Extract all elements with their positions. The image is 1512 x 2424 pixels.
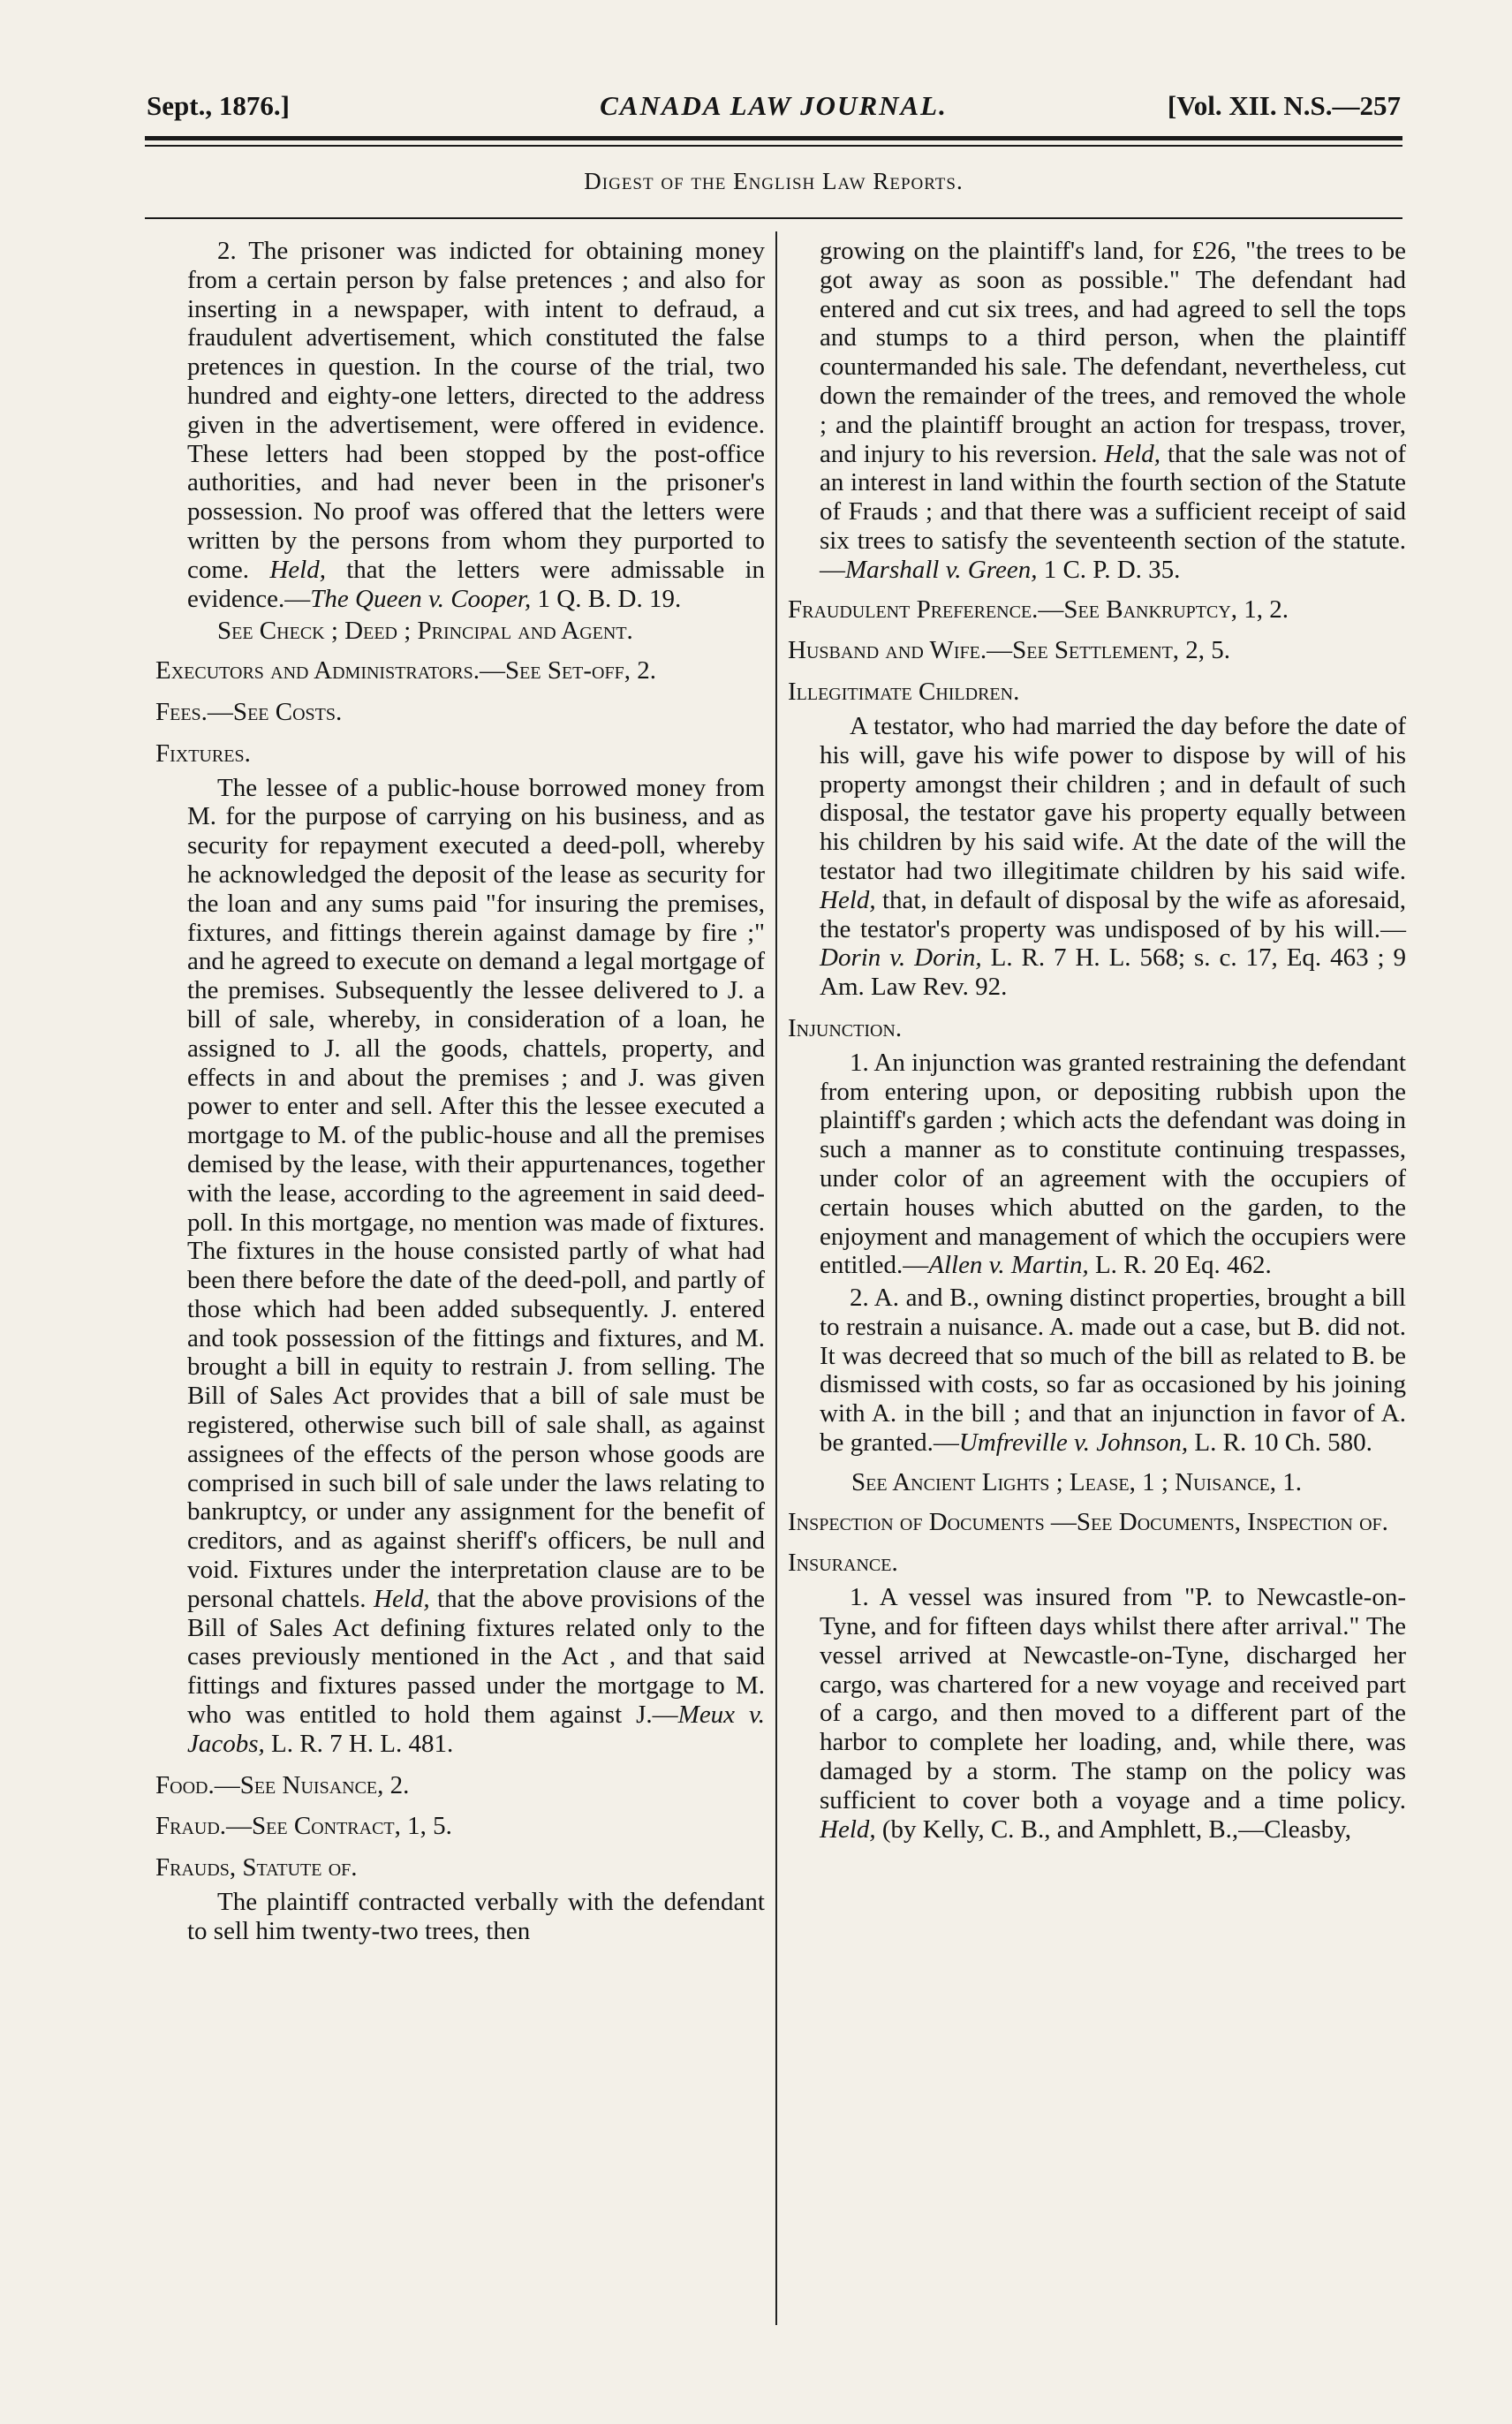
- fixtures-entry: The lessee of a public-house borrowed money from M. for the purpose of carrying on his business, and as security for repayment executed a deed-poll, whereby he acknowledged the deposit of the lease as security for the loan and any sums paid "for insuring the premises, fixtures, and fittings therein against damage by fire ;" and he agreed to execute on demand a legal mortgage of the premises. Subsequently the lessee delivered to J. a bill of sale, whereby, in consideration of a loan, he assigned to J. all the goods, chattels, property, and effects in and about the premises ; and J. was given power to enter and sell. After this the lessee executed a mortgage to M. of the public-house and all the premises demised by the lease, with their appurtenances, together with the lease, according to the agreement in said deed-poll. In this mortgage, no mention was made of fixtures. The fixtures in the house consisted partly of what had been there before the date of the deed-poll, and partly of those which had been added subsequently. J. entered and took possession of the fittings and fixtures, and M. brought a bill in equity to restrain J. from selling. The Bill of Sales Act provides that a bill of sale must be registered, otherwise such bill of sale shall, as against assignees of the effects of the person whose goods are comprised in such bill of sale under the laws relating to bankruptcy, or under any assignment for the benefit of creditors, and as against sheriff's officers, be null and void. Fixtures under the interpretation clause are to be personal chattels. Held, that the above provisions of the Bill of Sales Act defining fixtures related only to the cases previously mentioned in the Act , and that said fittings and fixtures passed under the mortgage to M. who was entitled to hold them against J.—Meux v. Jacobs, L. R. 7 H. L. 481.: [187, 773, 766, 1758]
- heading-frauds-statute: Frauds, Statute of.: [155, 1853, 358, 1882]
- running-header: [147, 90, 1401, 134]
- column-divider: [775, 231, 777, 2325]
- heading-illegitimate-children: Illegitimate Children.: [788, 678, 1020, 707]
- header-rule-thin: [145, 145, 1402, 147]
- left-column: [155, 237, 765, 1950]
- entry-husband-wife: Husband and Wife.—See Settlement, 2, 5.: [788, 636, 1231, 665]
- insurance-entry-1: 1. A vessel was insured from "P. to Newcastle-on-Tyne, and for fifteen days whilst there after arrival." The vessel arrived at Newcastle-on-Tyne, discharged her cargo, was chartered for a new voyage and received part of a cargo, and then moved to a different part of the harbor to complete her loading, and, while there, was damaged by a storm. The stamp on the policy was sufficient to cover both a voyage and a time policy. Held, (by Kelly, C. B., and Amphlett, B.,—Cleasby,: [820, 1583, 1406, 1844]
- header-rule-thick: [145, 136, 1402, 140]
- volume-page-number: [Vol. XII. N.S.—257: [1167, 90, 1401, 121]
- heading-fixtures: Fixtures.: [155, 739, 251, 768]
- injunction-entry-2: 2. A. and B., owning distinct properties, brought a bill to restrain a nuisance. A. made out a case, but B. did not. It was decreed that so much of the bill as related to B. be dismissed with costs, so far as occasioned by his joining with A. in the bill ; and that an injunction in favor of A. be granted.—Umfreville v. Johnson, L. R. 10 Ch. 580.: [820, 1284, 1406, 1458]
- frauds-entry-continued: growing on the plaintiff's land, for £26, "the trees to be got away as soon as possible." The defendant had entered and cut six trees, and had agreed to sell the tops and stumps to a third person, when the plaintiff countermanded his sale. The defendant, nevertheless, cut down the remainder of the trees, and removed the whole ; and the plaintiff brought an action for trespass, trover, and injury to his reversion. Held, that the sale was not of an interest in land within the fourth section of the Statute of Frauds ; and that there was a sufficient receipt of said six trees to satisfy the seventeenth section of the statute.—Marshall v. Green, 1 C. P. D. 35.: [820, 237, 1407, 584]
- right-column: [788, 237, 1406, 1847]
- entry-fraud: Fraud.—See Contract, 1, 5.: [155, 1812, 452, 1841]
- heading-insurance: Insurance.: [788, 1549, 898, 1578]
- frauds-entry-start: The plaintiff contracted verbally with the defendant to sell him twenty-two trees, then: [187, 1888, 765, 1945]
- entry-executors: Executors and Administrators.—See Set-off, 2.: [155, 656, 656, 686]
- illegitimate-children-entry: A testator, who had married the day before the date of his will, gave his wife power to dispose by will of his property amongst their children ; and in default of such disposal, the testator gave his property equally between his children by his said wife. At the date of the will the testator had two illegitimate children by his said wife. Held, that, in default of disposal by the wife as aforesaid, the testator's property was undisposed of by his will.—Dorin v. Dorin, L. R. 7 H. L. 568; s. c. 17, Eq. 463 ; 9 Am. Law Rev. 92.: [820, 711, 1407, 1002]
- section-rule: [145, 217, 1402, 219]
- heading-injunction: Injunction.: [788, 1013, 903, 1042]
- entry-food: Food.—See Nuisance, 2.: [155, 1770, 410, 1799]
- journal-title: CANADA LAW JOURNAL.: [600, 90, 948, 121]
- cross-reference: See Check ; Deed ; Principal and Agent.: [217, 617, 633, 646]
- entry-fraudulent-preference: Fraudulent Preference.—See Bankruptcy, 1, 2.: [788, 595, 1289, 624]
- section-title: Digest of the English Law Reports.: [584, 168, 964, 194]
- entry-fees: Fees.—See Costs.: [155, 697, 343, 726]
- false-pretences-entry: 2. The prisoner was indicted for obtaining money from a certain person by false pretences ; and also for inserting in a newspaper, with intent to defraud, a fraudulent advertisement, which constituted the false pretences in question. In the course of the trial, two hundred and eighty-one letters, directed to the address given in the advertisement, were offered in evidence. These letters had been stopped by the post-office authorities, and had never been in the prisoner's possession. No proof was offered that the letters were written by the persons from whom they purported to come. Held, that the letters were admissable in evidence.—The Queen v. Cooper, 1 Q. B. D. 19.: [187, 237, 766, 613]
- entry-inspection-documents: Inspection of Documents —See Documents, Inspection of.: [788, 1507, 1388, 1536]
- cross-reference-injunction: See Ancient Lights ; Lease, 1 ; Nuisance, 1.: [851, 1467, 1303, 1496]
- injunction-entry-1: 1. An injunction was granted restraining the defendant from entering upon, or depositing rubbish upon the plaintiff's garden ; which acts the defendant was doing in such a manner as to constitute continuing trespasses, under color of an agreement with the occupiers of certain houses which abutted on the garden, to the enjoyment and management of which the occupiers were entitled.—Allen v. Martin, L. R. 20 Eq. 462.: [820, 1048, 1406, 1280]
- header-date: Sept., 1876.]: [147, 90, 290, 121]
